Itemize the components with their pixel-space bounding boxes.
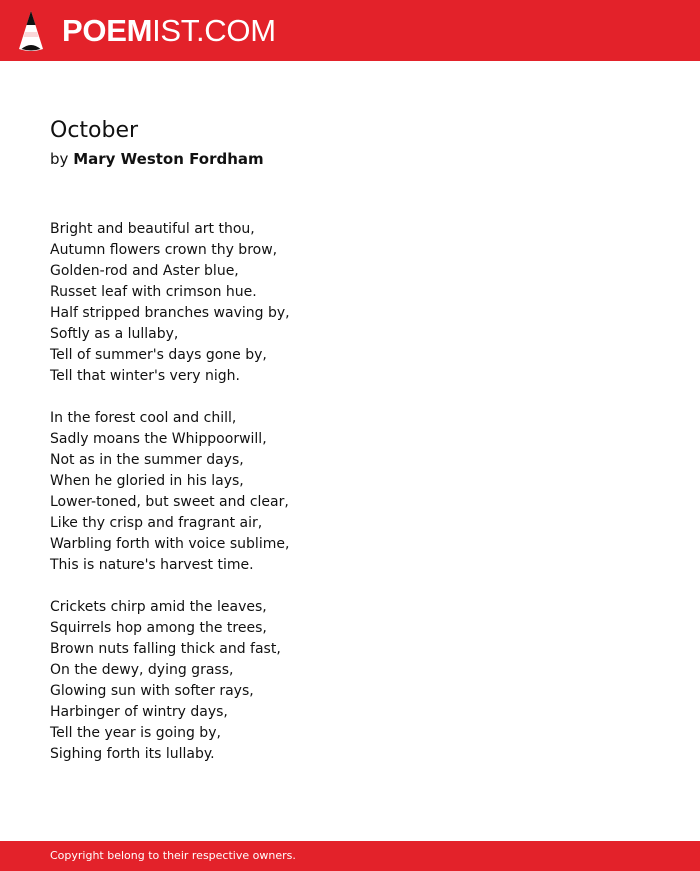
poem-line: Softly as a lullaby, bbox=[50, 326, 179, 342]
poem-byline bbox=[50, 148, 264, 170]
copyright-text: Copyright belong to their respective owners. bbox=[50, 849, 296, 862]
poem-line: Golden-rod and Aster blue, bbox=[50, 263, 239, 279]
byline-prefix: by bbox=[50, 150, 69, 168]
poem-line: Lower-toned, but sweet and clear, bbox=[50, 494, 289, 510]
poem-line: When he gloried in his lays, bbox=[50, 473, 244, 489]
poem-line: Like thy crisp and fragrant air, bbox=[50, 515, 263, 531]
poem-line: Tell the year is going by, bbox=[50, 725, 221, 741]
poem-line: Harbinger of wintry days, bbox=[50, 704, 228, 720]
poem-line: Sighing forth its lullaby. bbox=[50, 746, 215, 762]
stanza bbox=[50, 597, 470, 765]
site-header bbox=[0, 0, 700, 61]
poem-line: In the forest cool and chill, bbox=[50, 410, 237, 426]
poem-line: Sadly moans the Whippoorwill, bbox=[50, 431, 267, 447]
site-logo[interactable] bbox=[18, 9, 276, 53]
poem-line: Brown nuts falling thick and fast, bbox=[50, 641, 281, 657]
poem-line: Crickets chirp amid the leaves, bbox=[50, 599, 267, 615]
poem-line: Glowing sun with softer rays, bbox=[50, 683, 254, 699]
site-logo-text bbox=[62, 9, 276, 53]
site-footer bbox=[0, 841, 700, 871]
poem-line: Bright and beautiful art thou, bbox=[50, 221, 255, 237]
poem-title: October bbox=[50, 118, 139, 143]
poem-line: Squirrels hop among the trees, bbox=[50, 620, 267, 636]
site-logo-light-text: IST.COM bbox=[152, 13, 276, 48]
stanza bbox=[50, 219, 470, 387]
poem-line: On the dewy, dying grass, bbox=[50, 662, 234, 678]
poem-line: Not as in the summer days, bbox=[50, 452, 244, 468]
pencil-logo-icon bbox=[18, 10, 44, 52]
poem-body bbox=[50, 219, 470, 765]
poem-line: Half stripped branches waving by, bbox=[50, 305, 290, 321]
poem-line: This is nature's harvest time. bbox=[50, 557, 254, 573]
poem-line: Autumn flowers crown thy brow, bbox=[50, 242, 278, 258]
poem-line: Tell of summer's days gone by, bbox=[50, 347, 267, 363]
site-logo-bold-text: POEM bbox=[62, 13, 153, 48]
poem-line: Russet leaf with crimson hue. bbox=[50, 284, 257, 300]
stanza bbox=[50, 408, 470, 576]
poem-line: Warbling forth with voice sublime, bbox=[50, 536, 290, 552]
poem-line: Tell that winter's very nigh. bbox=[50, 368, 240, 384]
author-name: Mary Weston Fordham bbox=[73, 150, 264, 168]
